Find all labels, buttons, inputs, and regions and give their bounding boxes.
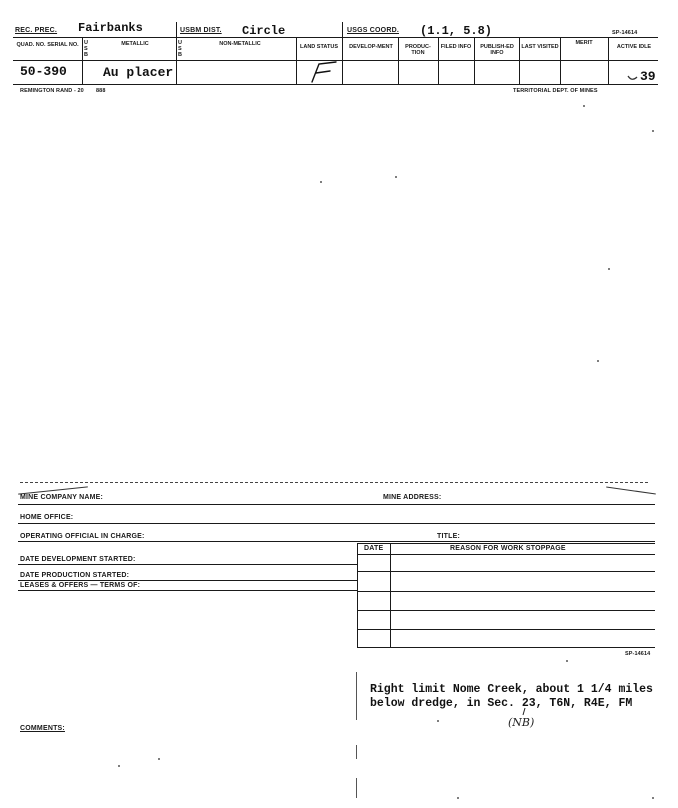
corner-stroke	[606, 487, 656, 495]
usgs-coord-label: USGS COORD.	[347, 27, 399, 34]
metallic-value: Au placer	[103, 65, 174, 80]
form-number-top: SP-14614	[612, 30, 638, 36]
speck	[320, 181, 322, 183]
rule-production	[18, 580, 357, 581]
header-land-status: LAND STATUS	[300, 44, 338, 50]
comments-label: COMMENTS:	[20, 725, 65, 732]
rule-leases	[18, 590, 357, 591]
stoppage-left-edge	[357, 543, 358, 647]
mine-address-label: MINE ADDRESS:	[383, 494, 442, 501]
speck	[597, 360, 599, 362]
rule-development	[18, 564, 357, 565]
speck	[583, 105, 585, 107]
speck	[118, 765, 120, 767]
land-status-mark	[306, 60, 340, 84]
speck	[158, 758, 160, 760]
stoppage-date-divider	[390, 543, 391, 647]
header-development: DEVELOP-MENT	[349, 44, 393, 50]
rule-stoppage-top	[357, 543, 655, 544]
speck	[457, 797, 459, 799]
rule-stoppage-row	[357, 591, 655, 592]
rule-stoppage-row	[357, 610, 655, 611]
col-divider	[176, 22, 177, 84]
col-divider	[474, 37, 475, 84]
rule-stoppage-header	[357, 554, 655, 555]
territorial-dept-label: TERRITORIAL DEPT. OF MINES	[513, 88, 598, 94]
header-production: PRODUC-TION	[405, 44, 431, 56]
note-margin	[356, 672, 357, 720]
header-published-info: PUBLISH-ED INFO	[480, 44, 514, 56]
col-divider	[560, 37, 561, 84]
rule-stoppage-row	[357, 629, 655, 630]
rule-data-bottom	[13, 84, 658, 85]
active-idle-mark	[626, 66, 660, 84]
home-office-label: HOME OFFICE:	[20, 514, 74, 521]
header-quad-no: QUAD. NO.	[16, 42, 46, 48]
remington-rand-label: REMINGTON RAND - 20	[20, 88, 84, 94]
remington-code: 888	[96, 88, 106, 94]
active-idle-text: 39	[640, 69, 656, 84]
header-active-idle: ACTIVE IDLE	[616, 44, 652, 50]
note-margin	[356, 745, 357, 759]
header-usbm-flag: U S B	[84, 40, 88, 58]
col-divider	[519, 37, 520, 84]
title-label: TITLE:	[437, 533, 460, 540]
speck	[608, 268, 610, 270]
rule-official	[18, 541, 655, 542]
operating-official-label: OPERATING OFFICIAL IN CHARGE:	[20, 533, 145, 540]
form-number-bottom: SP-14614	[625, 651, 651, 657]
initials-text: (NB)	[508, 716, 535, 729]
handwritten-initials	[505, 706, 545, 732]
col-divider	[398, 37, 399, 84]
date-production-label: DATE PRODUCTION STARTED:	[20, 572, 130, 579]
typed-note-line2: below dredge, in Sec. 23, T6N, R4E, FM	[370, 697, 633, 710]
leases-offers-label: LEASES & OFFERS — TERMS OF:	[20, 582, 141, 589]
rec-prec-label: REC. PREC.	[15, 27, 58, 34]
header-filed-info: FILED INFO	[440, 44, 472, 50]
usbm-dist-label: USBM DIST.	[180, 27, 222, 34]
speck	[395, 176, 397, 178]
card-top-edge	[20, 482, 648, 483]
header-merit: MERIT	[575, 40, 593, 46]
usgs-coord-value: (1.1, 5.8)	[420, 24, 493, 38]
header-metallic: METALLIC	[121, 41, 149, 47]
col-divider	[296, 37, 297, 84]
speck	[652, 130, 654, 132]
rule-stoppage-bottom	[357, 647, 655, 648]
speck	[652, 797, 654, 799]
rule-row1-bottom	[13, 37, 658, 38]
usbm-dist-value: Circle	[242, 24, 286, 38]
rule-stoppage-row	[357, 571, 655, 572]
header-usbm-flag: U S B	[178, 40, 182, 58]
speck	[437, 720, 439, 722]
rule-company	[18, 504, 655, 505]
col-divider	[608, 37, 609, 84]
rec-prec-value: Fairbanks	[78, 21, 143, 35]
rule-home-office	[18, 523, 655, 524]
quad-serial-value: 50-390	[20, 64, 67, 79]
stoppage-reason-header: REASON FOR WORK STOPPAGE	[450, 545, 566, 552]
typed-note-line1: Right limit Nome Creek, about 1 1/4 miles	[370, 683, 653, 696]
col-divider	[82, 37, 83, 84]
mine-company-name-label: MINE COMPANY NAME:	[20, 494, 104, 501]
speck	[566, 660, 568, 662]
note-margin	[356, 778, 357, 798]
header-non-metallic: NON-METALLIC	[219, 41, 261, 47]
col-divider	[342, 22, 343, 84]
date-development-label: DATE DEVELOPMENT STARTED:	[20, 556, 136, 563]
col-divider	[438, 37, 439, 84]
header-last-visited: LAST VISITED	[521, 44, 559, 50]
header-serial-no: SERIAL NO.	[47, 42, 79, 48]
stoppage-date-header: DATE	[364, 545, 384, 552]
